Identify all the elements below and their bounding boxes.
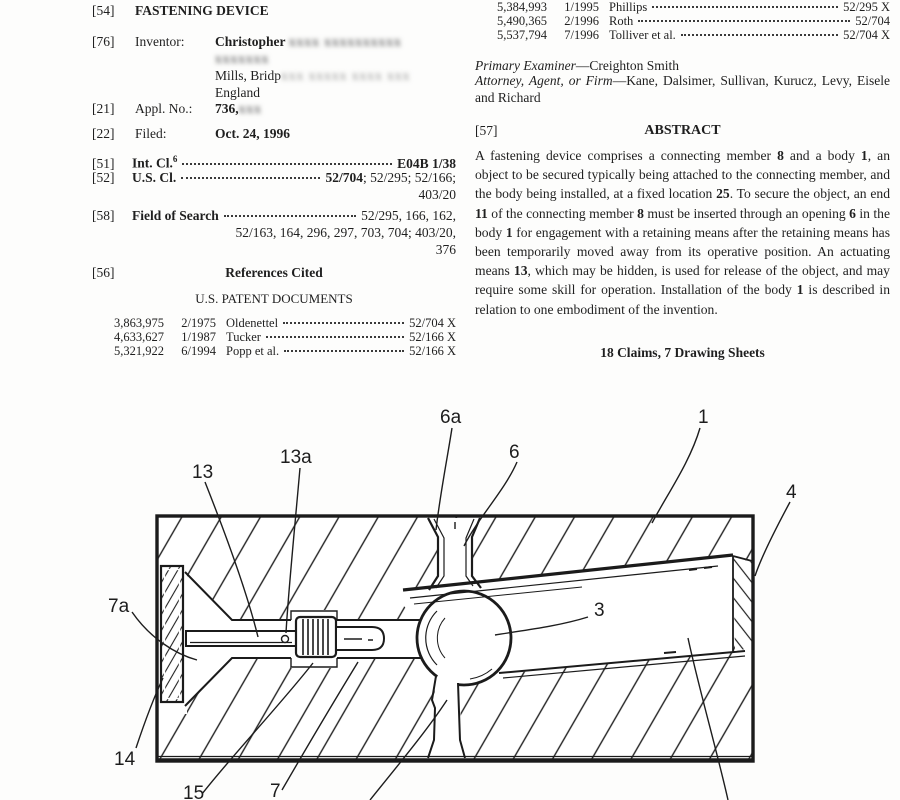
field-of-search-label: Field of Search <box>132 208 219 223</box>
patent-date: 1/1987 <box>181 330 216 344</box>
citation-row <box>92 344 456 358</box>
abstract-ref-numeral: 1 <box>505 224 513 240</box>
abstract-ref-numeral: 8 <box>637 205 644 221</box>
patent-class: 52/704 X <box>843 28 890 42</box>
patent-number: 5,384,993 <box>497 0 547 14</box>
patent-class: 52/295 X <box>843 0 890 14</box>
figure-label-4: 4 <box>786 482 797 503</box>
examiner-label: Primary Examiner <box>475 58 576 73</box>
patent-class: 52/166 X <box>409 344 456 358</box>
filed-value: Oct. 24, 1996 <box>215 126 290 141</box>
citation-row <box>92 316 456 330</box>
abstract-ref-numeral: 1 <box>860 148 868 163</box>
figure-label-13: 13 <box>192 462 214 483</box>
patent-class: 52/166 X <box>409 330 456 344</box>
dot-leader <box>681 33 838 36</box>
patent-class: 52/704 X <box>409 316 456 330</box>
us-cl-value: 52/704; 52/295; 52/166; <box>325 170 456 185</box>
abstract-segment: . To secure the object, an end <box>729 186 890 202</box>
bore-dash-marks <box>664 652 676 653</box>
references-cited-title: References Cited <box>225 265 323 280</box>
patentee-name: Popp et al. <box>226 344 280 358</box>
field-code-57: [57] <box>475 123 498 138</box>
inventor-country: England <box>215 85 260 100</box>
abstract-ref-numeral: 13 <box>513 263 528 279</box>
patentee-name: Oldenettel <box>226 316 279 330</box>
dot-leader <box>182 162 392 165</box>
abstract-segment: , which may be hidden, is used for release of the object, and may require some skill for operation. Installation of the body <box>475 263 890 298</box>
figure-label-15: 15 <box>183 783 205 800</box>
abstract-ref-numeral: 1 <box>796 282 804 298</box>
dot-leader <box>638 19 850 22</box>
us-cl-row <box>92 169 456 186</box>
redacted-text: xxxx xxxxxxxxxx xxxxxxx <box>215 34 402 66</box>
inventor-label: Inventor: <box>135 34 185 49</box>
figure-label-6a: 6a <box>440 407 462 428</box>
patentee-name: Tucker <box>226 330 261 344</box>
figure-label-6: 6 <box>509 442 520 463</box>
patent-date: 1/1995 <box>564 0 599 14</box>
patent-number: 5,490,365 <box>497 14 547 28</box>
citation-row <box>92 330 456 344</box>
abstract-ref-numeral: 25 <box>716 186 730 202</box>
int-cl-label: Int. Cl.$^6$ <box>132 154 178 171</box>
redacted-text: xxx xxxxx xxxx xxx <box>281 68 411 83</box>
field-code-58: [58] <box>92 208 115 223</box>
us-patent-documents-title: U.S. PATENT DOCUMENTS <box>195 291 353 306</box>
abstract-segment: must be inserted through an opening <box>643 205 850 221</box>
figure-label-1: 1 <box>698 407 709 428</box>
appl-no-value: 736, <box>215 101 239 116</box>
references-cited-row <box>92 264 456 281</box>
pin-pivot-hole <box>282 636 289 643</box>
patent-number: 3,863,975 <box>114 316 164 330</box>
ball-retainer <box>417 591 511 685</box>
figure-label-14: 14 <box>114 749 136 770</box>
dot-leader <box>266 335 404 338</box>
citation-row <box>475 14 890 28</box>
abstract-header <box>475 122 890 139</box>
inventor-value <box>215 33 456 101</box>
redacted-text: xxx <box>238 101 262 116</box>
patent-date: 2/1975 <box>181 316 216 330</box>
figure-label-13a: 13a <box>280 447 312 468</box>
patent-class: 52/704 <box>855 14 890 28</box>
inventor-name: Christopher <box>215 34 286 49</box>
abstract-segment: is described in relation to one embodiment of the invention. <box>475 282 890 317</box>
field-code-52: [52] <box>92 170 115 185</box>
dot-leader <box>181 176 320 179</box>
pin-collar <box>296 617 336 657</box>
int-cl-value: E04B 1/38 <box>397 155 456 171</box>
field-of-search-row <box>92 207 456 224</box>
inventor-city: Mills, Bridp <box>215 68 282 83</box>
abstract-segment: , an object to be secured typically being attached to the connecting member, and the body being installed, at a fixed location <box>475 148 890 202</box>
abstract-ref-numeral: 11 <box>475 205 488 221</box>
field-code-22: [22] <box>92 126 115 141</box>
attorney-names: —Kane, Dalsimer, Sullivan, Kurucz, Levy, Eisele and Richard <box>475 73 890 105</box>
claims-line: 18 Claims, 7 Drawing Sheets <box>600 345 765 360</box>
patentee-name: Phillips <box>609 0 648 14</box>
appl-no-label: Appl. No.: <box>135 101 193 116</box>
abstract-ref-numeral: 6 <box>849 205 856 221</box>
patent-number: 5,321,922 <box>114 344 164 358</box>
dot-leader <box>283 321 404 324</box>
field-code-56: [56] <box>92 265 115 280</box>
field-of-search-wrap: 52/163, 164, 296, 297, 703, 704; 403/20, <box>235 225 456 240</box>
attorney-label: Attorney, Agent, or Firm <box>475 73 613 88</box>
examiner-row <box>475 57 890 74</box>
field-code-51: [51] <box>92 155 115 171</box>
patent-date: 6/1994 <box>181 344 216 358</box>
filed-label: Filed: <box>135 126 167 141</box>
examiner-name: —Creighton Smith <box>575 58 679 73</box>
patent-number: 5,537,794 <box>497 28 547 42</box>
bore-end-face-hatch <box>733 557 752 651</box>
patent-date: 7/1996 <box>564 28 599 42</box>
abstract-title: ABSTRACT <box>644 123 721 138</box>
abstract-segment: in the body <box>475 205 890 240</box>
patentee-name: Roth <box>609 14 634 28</box>
patent-date: 2/1996 <box>564 14 599 28</box>
dot-leader <box>652 5 838 8</box>
citation-row <box>475 0 890 14</box>
dot-leader <box>224 214 356 217</box>
field-code-21: [21] <box>92 101 115 116</box>
us-cl-label: U.S. Cl. <box>132 170 177 185</box>
citations-right <box>475 0 890 42</box>
field-code-76: [76] <box>92 34 115 49</box>
invention-title: FASTENING DEVICE <box>135 3 269 18</box>
patent-number: 4,633,627 <box>114 330 164 344</box>
field-code-54: [54] <box>92 3 115 18</box>
citations-left <box>92 316 456 358</box>
abstract-ref-numeral: 8 <box>777 148 784 163</box>
abstract-segment: of the connecting member <box>487 205 638 221</box>
figure-svg <box>0 390 900 800</box>
field-of-search-wrap: 376 <box>435 242 456 257</box>
figure-label-3: 3 <box>594 600 605 621</box>
abstract-text <box>475 146 890 319</box>
abstract-segment: and a body <box>783 148 861 163</box>
abstract-segment: for engagement with a retaining means after the retaining means has been temporarily moved away from its operative position. An actuating means <box>475 224 890 279</box>
field-of-search-value: 52/295, 166, 162, <box>361 208 456 223</box>
patent-drawing <box>0 390 900 800</box>
abstract-segment: A fastening device comprises a connecting member <box>475 148 778 163</box>
us-cl-wrap: 403/20 <box>418 187 456 202</box>
leader-1 <box>652 428 700 523</box>
leader-4 <box>755 502 790 576</box>
attorney-row <box>475 73 890 106</box>
figure-label-7a: 7a <box>108 596 130 617</box>
dot-leader <box>284 349 404 352</box>
patentee-name: Tolliver et al. <box>609 28 676 42</box>
figure-label-7: 7 <box>270 781 281 800</box>
citation-row <box>475 28 890 42</box>
